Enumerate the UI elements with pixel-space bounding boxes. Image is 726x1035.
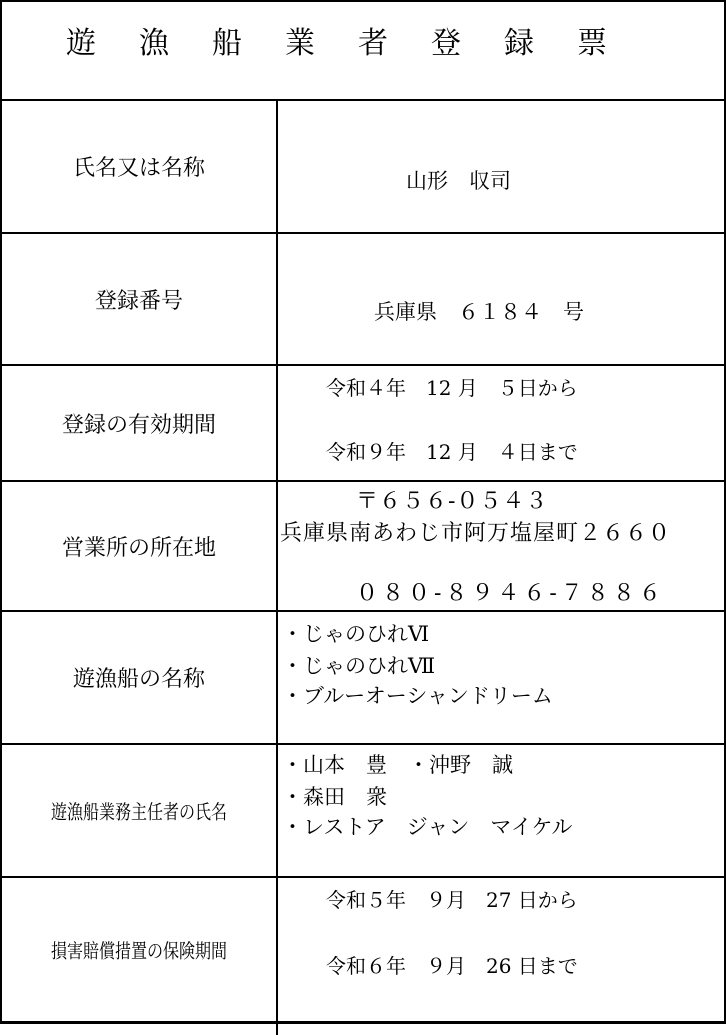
row-chief-officers — [2, 745, 724, 878]
value-validity-period — [278, 366, 724, 480]
officer-names: ・山本 豊 ・沖野 誠 — [282, 753, 513, 777]
validity-end: 令和９年 12 月 ４日まで — [326, 440, 578, 464]
label-name: 氏名又は名称 — [2, 101, 278, 232]
vessel-name: ・ブルーオーシャンドリーム — [282, 684, 553, 708]
label-vessel-names: 遊漁船の名称 — [2, 612, 278, 743]
vessel-name: ・じゃのひれⅥ — [282, 622, 430, 646]
form-title: 遊漁船業者登録票 — [66, 26, 650, 61]
label-insurance-period: 損害賠償措置の保険期間 — [2, 864, 278, 1035]
label-chief-officers: 遊漁船業務主任者の氏名 — [2, 732, 278, 889]
value-registration-number — [278, 234, 724, 364]
name-text: 山形 収司 — [406, 169, 511, 193]
row-name — [2, 101, 724, 234]
form-title-box — [2, 2, 724, 101]
label-validity-period: 登録の有効期間 — [2, 366, 278, 480]
phone-number: ０８０-８９４６-７８８６ — [356, 581, 665, 606]
validity-start: 令和４年 12 月 ５日から — [326, 376, 578, 400]
insurance-start: 令和５年 ９月 27 日から — [326, 888, 578, 912]
row-validity-period — [2, 366, 724, 482]
postal-code: 〒６５６-０５４３ — [356, 489, 549, 514]
row-vessel-names — [2, 612, 724, 745]
value-insurance-period — [278, 878, 724, 1021]
row-insurance-period — [2, 878, 724, 1021]
row-office-address — [2, 482, 724, 612]
vessel-name: ・じゃのひれⅦ — [282, 654, 436, 678]
officer-names: ・レストア ジャン マイケル — [282, 815, 573, 839]
registration-number-text: 兵庫県 ６１８４ 号 — [374, 300, 584, 324]
address-text: 兵庫県南あわじ市阿万塩屋町２６６０ — [280, 521, 672, 546]
label-registration-number: 登録番号 — [2, 234, 278, 364]
row-registration-number — [2, 234, 724, 366]
label-office-address: 営業所の所在地 — [2, 482, 278, 610]
value-vessel-names — [278, 612, 724, 743]
value-chief-officers — [278, 745, 724, 876]
officer-names: ・森田 衆 — [282, 785, 387, 809]
value-name — [278, 101, 724, 232]
insurance-end: 令和６年 ９月 26 日まで — [326, 954, 578, 978]
value-office-address — [278, 482, 724, 610]
